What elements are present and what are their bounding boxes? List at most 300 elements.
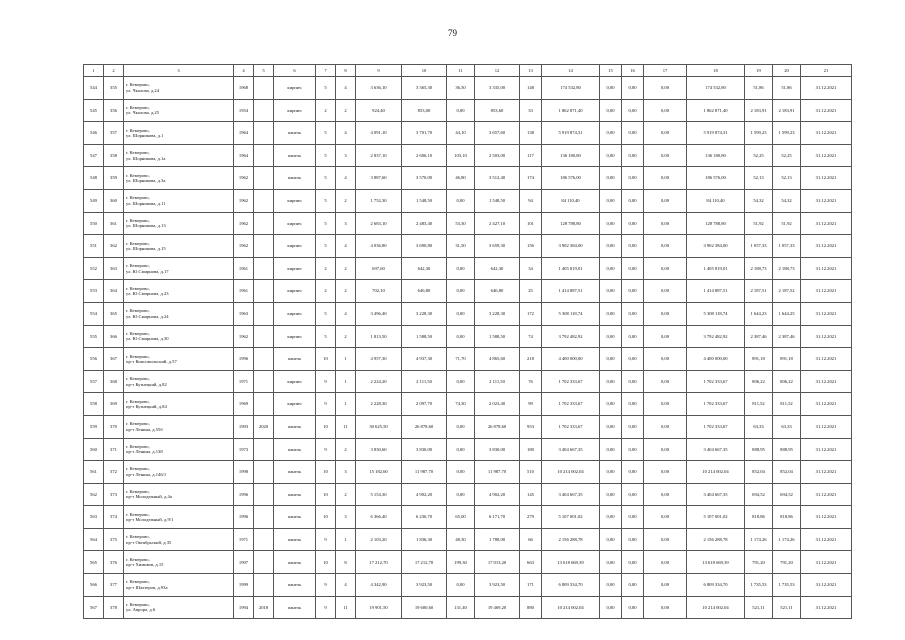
table-cell [254, 144, 274, 167]
table-cell [254, 325, 274, 348]
table-cell: 811,52 [745, 393, 773, 416]
table-cell: 1 788,00 [475, 528, 520, 551]
table-cell: 378 [104, 596, 124, 619]
table-cell: 3 335,00 [475, 77, 520, 100]
table-cell: 4 342,90 [356, 574, 402, 597]
table-cell: 3 [336, 461, 356, 484]
table-cell: 3 830,60 [356, 438, 402, 461]
address-cell: г. Кемерово, ул. Шорникова, д.13 [124, 212, 234, 235]
table-cell: 2 [316, 280, 336, 303]
table-cell: 1 [336, 393, 356, 416]
table-cell: 806,22 [773, 370, 801, 393]
table-cell: 51,86 [773, 77, 801, 100]
table-cell: 3 636,10 [356, 77, 402, 100]
table-cell: 9 [316, 370, 336, 393]
table-cell: 1 702 333,67 [687, 370, 745, 393]
table-cell: 71,70 [447, 348, 475, 371]
table-cell: кирпич [274, 189, 316, 212]
table-cell: 0,00 [600, 235, 622, 258]
table-cell: 34 [520, 257, 542, 280]
table-cell: 1964 [234, 122, 254, 145]
address-cell: г. Кемерово, ул. Шорникова, д.11 [124, 189, 234, 212]
table-cell: 4 902,20 [402, 483, 447, 506]
table-cell: 1962 [234, 325, 254, 348]
table-cell: 2 387,46 [773, 325, 801, 348]
address-cell: г. Кемерово, ул. Ю.Смирнова, д.24 [124, 302, 234, 325]
table-cell: 63,33 [745, 415, 773, 438]
table-cell: 361 [104, 212, 124, 235]
table-cell: 646,80 [475, 280, 520, 303]
table-cell: 74,30 [447, 393, 475, 416]
table-cell: 31.12.2021 [801, 348, 852, 371]
table-cell: 546 [84, 122, 104, 145]
table-cell [254, 348, 274, 371]
table-cell: 1 735,53 [745, 574, 773, 597]
table-cell: 0,00 [644, 415, 687, 438]
table-cell: 5 [316, 144, 336, 167]
table-cell [254, 506, 274, 529]
table-cell: 2 188,73 [745, 257, 773, 280]
table-cell: 0,00 [600, 189, 622, 212]
table-cell: 694,52 [745, 483, 773, 506]
table-cell [254, 574, 274, 597]
table-cell: 0,00 [447, 370, 475, 393]
table-cell [254, 393, 274, 416]
table-cell: 4 865,60 [475, 348, 520, 371]
table-cell: 5 [316, 167, 336, 190]
table-cell: 356 [104, 99, 124, 122]
table-row [84, 189, 852, 212]
table-cell: 4 937,30 [402, 348, 447, 371]
table-cell: 0,00 [600, 144, 622, 167]
table-cell: 0,00 [644, 302, 687, 325]
table-cell: 551 [84, 235, 104, 258]
table-row [84, 551, 852, 574]
table-cell: 0,00 [600, 77, 622, 100]
table-cell: 2 837,10 [356, 144, 402, 167]
table-cell: 54,32 [745, 189, 773, 212]
table-cell: 953 [520, 415, 542, 438]
table-cell: 4 400 000,00 [542, 348, 600, 371]
table-cell: 0,00 [447, 302, 475, 325]
table-cell: 2 183,91 [745, 99, 773, 122]
table-cell: 0,00 [600, 393, 622, 416]
table-cell: кирпич [274, 257, 316, 280]
table-cell: 1 862 871,40 [542, 99, 600, 122]
table-cell: 53,30 [447, 212, 475, 235]
table-cell: 0,00 [622, 144, 644, 167]
table-cell: 369 [104, 393, 124, 416]
table-cell: 8 [336, 551, 356, 574]
table-cell: 1 174,26 [745, 528, 773, 551]
table-cell: 2 111,50 [475, 370, 520, 393]
table-cell: 3 792 482,92 [687, 325, 745, 348]
column-number-21: 21 [801, 65, 852, 77]
table-cell: панель [274, 415, 316, 438]
table-cell: 1 588,50 [475, 325, 520, 348]
table-row [84, 483, 852, 506]
table-cell: 1971 [234, 370, 254, 393]
table-cell: 0,00 [447, 438, 475, 461]
table-cell: 0,00 [622, 348, 644, 371]
table-cell: 853,60 [475, 99, 520, 122]
table-cell: 3 [336, 506, 356, 529]
table-cell: панель [274, 348, 316, 371]
table-cell: 0,00 [622, 325, 644, 348]
table-cell: 3 404 667,35 [542, 483, 600, 506]
table-cell: 818,86 [745, 506, 773, 529]
table-cell: 2 [336, 257, 356, 280]
table-cell: 1996 [234, 348, 254, 371]
table-cell: 2 [336, 483, 356, 506]
table-cell: 9 [316, 393, 336, 416]
table-cell: 31.12.2021 [801, 235, 852, 258]
table-cell: 561 [84, 461, 104, 484]
column-number-6: 6 [274, 65, 316, 77]
column-number-3: 3 [124, 65, 234, 77]
table-cell: 51,92 [773, 212, 801, 235]
table-cell: 6 236,70 [402, 506, 447, 529]
table-cell: 10 214 002,04 [542, 461, 600, 484]
table-cell: 51,92 [745, 212, 773, 235]
table-cell: 811,52 [773, 393, 801, 416]
table-cell: 550 [84, 212, 104, 235]
table-cell: 4 036,80 [356, 235, 402, 258]
address-cell: г. Кемерово, пр-т Шахтеров, д.93а [124, 574, 234, 597]
table-cell: панель [274, 461, 316, 484]
table-cell: кирпич [274, 99, 316, 122]
table-cell: 5 [316, 302, 336, 325]
table-cell: 0,00 [644, 99, 687, 122]
table-row [84, 122, 852, 145]
table-cell: 0,00 [622, 302, 644, 325]
table-cell: 4 [336, 235, 356, 258]
table-cell: панель [274, 122, 316, 145]
table-row [84, 167, 852, 190]
table-row [84, 77, 852, 100]
table-cell: 557 [84, 370, 104, 393]
table-cell: кирпич [274, 370, 316, 393]
table-cell: 0,00 [644, 393, 687, 416]
table-cell: 6 809 334,70 [687, 574, 745, 597]
table-cell: 367 [104, 348, 124, 371]
table-row [84, 528, 852, 551]
address-cell: г. Кемерово, пр-т Кузнецкий, д.82 [124, 370, 234, 393]
table-cell: 10 214 002,04 [687, 596, 745, 619]
table-cell: 2 [316, 99, 336, 122]
table-row [84, 415, 852, 438]
table-cell: 3 887,60 [356, 167, 402, 190]
housing-register-table [83, 64, 852, 619]
table-cell: 2 503,00 [475, 144, 520, 167]
column-number-1: 1 [84, 65, 104, 77]
table-cell: 136 180,80 [687, 144, 745, 167]
table-cell: 3 365,30 [402, 77, 447, 100]
table-row [84, 574, 852, 597]
table-cell: 3 902 384,00 [687, 235, 745, 258]
table-cell: 84 110,40 [542, 189, 600, 212]
address-cell: г. Кемерово, ул. Шорникова, д.3а [124, 167, 234, 190]
table-cell: 174 532,80 [542, 77, 600, 100]
table-cell: 10 [316, 483, 336, 506]
column-number-18: 18 [687, 65, 745, 77]
table-cell: 2 156 288,78 [542, 528, 600, 551]
table-cell: 1973 [234, 438, 254, 461]
table-cell: 791,20 [745, 551, 773, 574]
table-cell: панель [274, 438, 316, 461]
table-cell: 0,00 [644, 596, 687, 619]
table-row [84, 461, 852, 484]
table-cell: 0,00 [622, 370, 644, 393]
table-cell: 0,00 [447, 415, 475, 438]
table-cell: 0,00 [600, 212, 622, 235]
column-number-14: 14 [542, 65, 600, 77]
table-cell: 1 174,26 [773, 528, 801, 551]
table-cell: 1 702 333,67 [542, 393, 600, 416]
table-cell: 0,00 [447, 574, 475, 597]
table-cell: 44,10 [447, 122, 475, 145]
table-cell: 186 576,00 [542, 167, 600, 190]
table-cell: 0,00 [600, 325, 622, 348]
table-cell: 1 [336, 370, 356, 393]
table-cell: 560 [84, 438, 104, 461]
column-number-12: 12 [475, 65, 520, 77]
table-cell: 0,00 [644, 574, 687, 597]
address-cell: г. Кемерово, ул. Чкалова, д.24 [124, 77, 234, 100]
table-cell: 377 [104, 574, 124, 597]
table-cell: 558 [84, 393, 104, 416]
table-row [84, 596, 852, 619]
table-cell [254, 483, 274, 506]
table-row [84, 302, 852, 325]
table-cell: 368 [104, 370, 124, 393]
table-cell: 2 683,10 [356, 212, 402, 235]
address-cell: г. Кемерово, пр-т Кузнецкий, д.84 [124, 393, 234, 416]
table-cell: 9 [316, 438, 336, 461]
table-cell: 3 923,50 [402, 574, 447, 597]
table-cell: 880 [520, 596, 542, 619]
table-cell: 1 [336, 528, 356, 551]
table-cell: 853,00 [402, 99, 447, 122]
table-cell: 0,00 [622, 257, 644, 280]
table-cell: панель [274, 144, 316, 167]
table-cell: 4 [336, 302, 356, 325]
table-cell: 31.12.2021 [801, 144, 852, 167]
table-cell: 76 [520, 370, 542, 393]
address-cell: г. Кемерово, ул. Аврора, д.6 [124, 596, 234, 619]
table-cell: 3 404 667,35 [687, 483, 745, 506]
table-cell: 1962 [234, 212, 254, 235]
table-cell: 362 [104, 235, 124, 258]
table-cell: 31.12.2021 [801, 167, 852, 190]
table-cell: 1 735,53 [773, 574, 801, 597]
table-cell: 63,33 [773, 415, 801, 438]
address-cell: г. Кемерово, ул. Шорникова, д.15 [124, 235, 234, 258]
table-cell: 0,00 [600, 506, 622, 529]
table-cell: 6 171,70 [475, 506, 520, 529]
table-cell: 1994 [234, 596, 254, 619]
table-cell: 1962 [234, 235, 254, 258]
table-cell: 148 [520, 77, 542, 100]
table-cell: 0,00 [644, 483, 687, 506]
address-cell: г. Кемерово, пр-т Ленина, д.138 [124, 438, 234, 461]
table-cell: 365 [104, 302, 124, 325]
table-cell: 3 570,00 [402, 167, 447, 190]
column-number-4: 4 [234, 65, 254, 77]
table-cell: 373 [104, 483, 124, 506]
table-cell: 5 919 874,31 [687, 122, 745, 145]
table-cell: 0,00 [600, 280, 622, 303]
table-cell: 521,11 [773, 596, 801, 619]
table-cell: 30 625,50 [356, 415, 402, 438]
table-cell [254, 122, 274, 145]
table-cell: 0,00 [600, 370, 622, 393]
table-cell: 138 [520, 122, 542, 145]
table-cell: 2 427,10 [475, 212, 520, 235]
table-cell: 31.12.2021 [801, 370, 852, 393]
table-cell [254, 280, 274, 303]
table-cell: 25 [520, 280, 542, 303]
table-cell: 0,00 [644, 506, 687, 529]
table-row [84, 212, 852, 235]
table-cell: 370 [104, 415, 124, 438]
table-cell: 1 599,23 [773, 122, 801, 145]
table-cell: 2 224,20 [356, 370, 402, 393]
table-cell: 36,50 [447, 77, 475, 100]
table-cell: 3 [336, 212, 356, 235]
table-cell: 0,00 [644, 325, 687, 348]
table-cell: 1954 [234, 99, 254, 122]
table-row [84, 257, 852, 280]
table-cell: 2020 [254, 415, 274, 438]
table-cell: 0,00 [622, 415, 644, 438]
table-cell: 0,00 [600, 596, 622, 619]
table-cell: 171 [520, 574, 542, 597]
table-cell: 2 111,50 [402, 370, 447, 393]
table-cell: 84 110,40 [687, 189, 745, 212]
table-cell: 10 [316, 506, 336, 529]
column-number-8: 8 [336, 65, 356, 77]
table-cell: 510 [520, 461, 542, 484]
table-cell: 1 405 819,01 [687, 257, 745, 280]
table-cell: 1961 [234, 280, 254, 303]
table-cell: 562 [84, 483, 104, 506]
table-row [84, 438, 852, 461]
address-cell: г. Кемерово, ул. Ю.Смирнова, д.30 [124, 325, 234, 348]
table-cell: 31.12.2021 [801, 189, 852, 212]
table-row [84, 393, 852, 416]
table-cell: 0,00 [622, 167, 644, 190]
table-cell: 99 [520, 393, 542, 416]
table-cell: 1961 [234, 257, 254, 280]
page-number: 79 [448, 28, 457, 38]
table-cell: 1 836,30 [402, 528, 447, 551]
table-cell: 1997 [234, 551, 254, 574]
table-row [84, 280, 852, 303]
table-cell: 31.12.2021 [801, 99, 852, 122]
table-cell: 52,13 [745, 167, 773, 190]
table-cell: 2 [336, 438, 356, 461]
table-cell: кирпич [274, 325, 316, 348]
column-number-9: 9 [356, 65, 402, 77]
table-cell: 3 228,30 [475, 302, 520, 325]
table-cell: панель [274, 506, 316, 529]
table-cell: 563 [84, 506, 104, 529]
table-cell: 65,00 [447, 506, 475, 529]
column-number-20: 20 [773, 65, 801, 77]
address-cell: г. Кемерово, ул. Ю.Смирнова, д.17 [124, 257, 234, 280]
table-cell: 0,00 [622, 528, 644, 551]
table-cell: 5 [316, 212, 336, 235]
table-cell: 0,00 [447, 257, 475, 280]
table-cell: 66 [520, 528, 542, 551]
table-cell: 0,00 [622, 99, 644, 122]
table-cell [254, 235, 274, 258]
table-cell: кирпич [274, 77, 316, 100]
table-cell: 1 057,33 [745, 235, 773, 258]
table-cell: 128 788,80 [687, 212, 745, 235]
table-cell: 694,52 [773, 483, 801, 506]
table-cell: 31.12.2021 [801, 280, 852, 303]
table-cell: 2 [336, 280, 356, 303]
table-cell: 1 548,50 [402, 189, 447, 212]
table-cell: 1 405 819,01 [542, 257, 600, 280]
table-cell: 52,25 [745, 144, 773, 167]
table-cell: 0,00 [622, 189, 644, 212]
table-cell: 31.12.2021 [801, 506, 852, 529]
table-cell: 357 [104, 122, 124, 145]
table-cell: 0,00 [600, 257, 622, 280]
table-cell: 1 813,50 [356, 325, 402, 348]
table-cell: 1 [336, 348, 356, 371]
table-cell: 2 [336, 325, 356, 348]
table-cell: 1 414 887,51 [542, 280, 600, 303]
table-cell: 4 [336, 167, 356, 190]
table-cell: 5 [316, 325, 336, 348]
table-cell: 1 644,23 [745, 302, 773, 325]
table-cell: 2 483,40 [402, 212, 447, 235]
table-cell: 4 957,30 [356, 348, 402, 371]
table-cell: 6 366,40 [356, 506, 402, 529]
table-cell: 0,00 [622, 235, 644, 258]
table-cell: 3 792 482,92 [542, 325, 600, 348]
table-cell: 3 [336, 144, 356, 167]
table-cell: 806,22 [745, 370, 773, 393]
table-cell: 2 228,30 [356, 393, 402, 416]
table-cell: 1968 [234, 77, 254, 100]
table-cell: 0,00 [447, 483, 475, 506]
table-cell: 117 [520, 144, 542, 167]
table-cell: 791,20 [773, 551, 801, 574]
table-cell: 199,30 [447, 551, 475, 574]
table-cell: 31,50 [447, 235, 475, 258]
table-cell: 174 532,80 [687, 77, 745, 100]
table-cell: 3 701,70 [402, 122, 447, 145]
table-cell: 0,00 [600, 122, 622, 145]
table-cell: 3 512,40 [475, 167, 520, 190]
table-cell: 218 [520, 348, 542, 371]
table-cell: 17 212,70 [402, 551, 447, 574]
table-cell: 5 154,30 [356, 483, 402, 506]
table-row [84, 506, 852, 529]
table-cell [254, 99, 274, 122]
table-cell: 172 [520, 302, 542, 325]
table-cell: 559 [84, 415, 104, 438]
table-cell: 0,00 [600, 348, 622, 371]
table-cell: 5 [316, 77, 336, 100]
table-cell: 364 [104, 280, 124, 303]
table-cell: 1993 [234, 415, 254, 438]
